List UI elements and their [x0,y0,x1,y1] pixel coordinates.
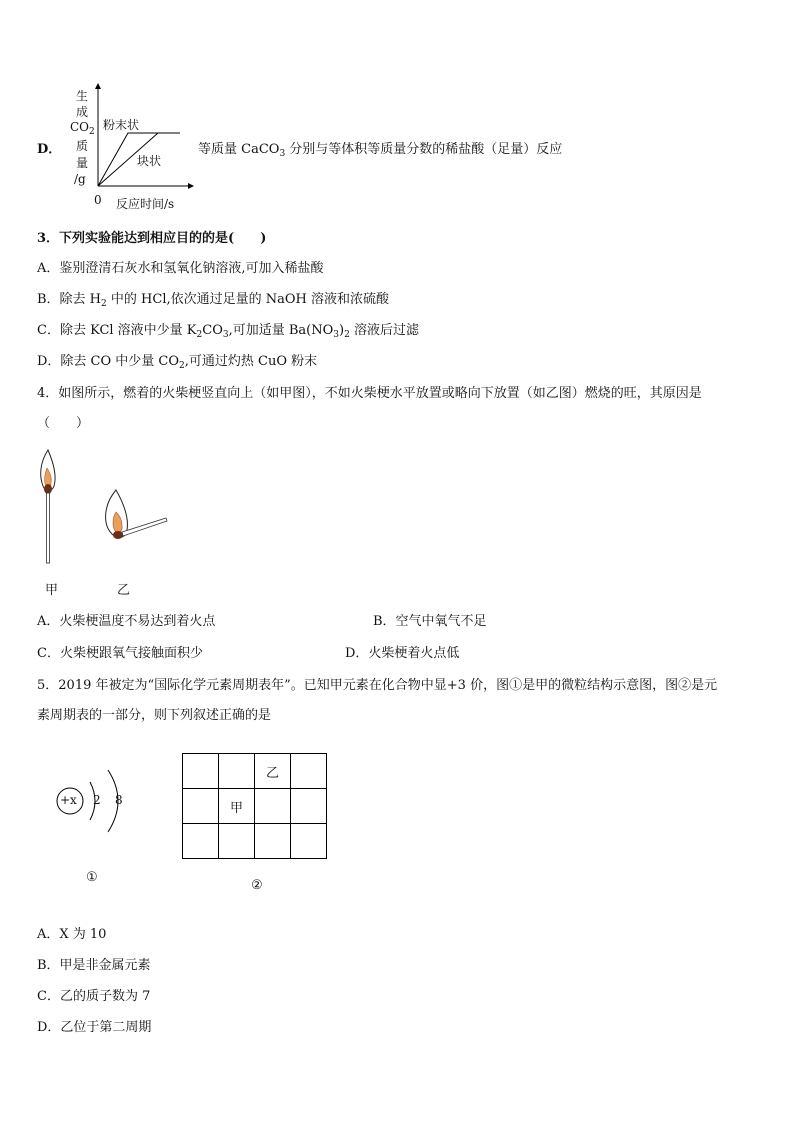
graph-ylabel-4: 质 [76,139,89,153]
q5-option-d: D．乙位于第二周期 [37,1020,152,1035]
match-horizontal-yi [106,490,167,539]
table-cell [219,754,255,789]
series-powder-label: 粉末状 [103,118,140,132]
graph-ylabel-3: $CO_2$ [70,120,95,137]
table-cell [255,824,291,859]
q4-option-a: A．火柴梗温度不易达到着火点 [37,614,216,629]
q4-option-c: C．火柴梗跟氧气接触面积少 [37,646,203,661]
cell-jia: 甲 [219,789,255,824]
periodic-table-fragment [182,753,327,859]
q5-stem-line1: 5．2019 年被定为“国际化学元素周期表年”。已知甲元素在化合物中显+3 价，图①是甲的微粒结构示意图，图②是元 [37,678,718,693]
q4-stem-line2: （ ） [37,416,90,431]
cell-yi: 乙 [255,754,291,789]
series-block-label: 块状 [137,154,162,168]
graph-line-block [98,133,158,186]
table-cell [255,789,291,824]
graph-line-powder [98,133,180,186]
fig2-label: ② [251,878,263,893]
table-cell [183,754,219,789]
shell-electrons-1: 2 [93,793,101,807]
graph-ylabel-6: /g [74,172,86,186]
q5-option-c: C．乙的质子数为 7 [37,989,151,1004]
q3-option-c: C．除去 KCl 溶液中少量 $K_2CO_3$,可加适量 $Ba(NO_3)_2$ 溶液后过滤 [37,323,419,340]
match-vertical-jia [41,450,55,563]
nucleus-charge: +x [60,793,77,807]
shell-electrons-2: 8 [115,793,123,807]
table-cell [291,789,327,824]
fig1-label: ① [86,870,98,885]
table-cell [219,824,255,859]
match-figures [32,448,182,573]
table-cell [291,754,327,789]
q5-option-a: A．X 为 10 [37,927,107,942]
graph-origin: 0 [94,193,102,207]
graph-ylabel-5: 量 [76,156,89,170]
graph-svg [90,80,200,195]
q4-stem-line1: 4．如图所示，燃着的火柴梗竖直向上（如甲图），不如火柴梗水平放置或略向下放置（如乙图）燃烧的旺，其原因是 [37,386,702,401]
q2-option-d-text: 等质量 CaCO$_3$ 分别与等体积等质量分数的稀盐酸（足量）反应 [198,142,563,159]
q4-option-b: B．空气中氧气不足 [373,614,487,629]
q3-option-a: A．鉴别澄清石灰水和氢氧化钠溶液,可加入稀盐酸 [37,261,324,276]
table-cell [291,824,327,859]
q3-stem: 3．下列实验能达到相应目的的是( ) [37,231,267,246]
fig-label-jia: 甲 [45,583,59,598]
q5-stem-line2: 素周期表的一部分，则下列叙述正确的是 [37,708,272,723]
table-cell [183,789,219,824]
q3-option-d: D．除去 CO 中少量 $CO_2$,可通过灼热 CuO 粉末 [37,354,318,371]
q3-option-b: B．除去 $H_2$ 中的 HCl,依次通过足量的 NaOH 溶液和浓硫酸 [37,292,389,309]
fig-label-yi: 乙 [117,583,131,598]
q2-option-d-label: D． [37,142,62,157]
q5-option-b: B．甲是非金属元素 [37,958,151,973]
graph-xlabel: 反应时间/s [116,197,175,211]
graph-ylabel-1: 生 [76,89,89,103]
graph-ylabel-2: 成 [76,105,89,119]
table-cell [183,824,219,859]
q4-option-d: D．火柴梗着火点低 [345,646,460,661]
